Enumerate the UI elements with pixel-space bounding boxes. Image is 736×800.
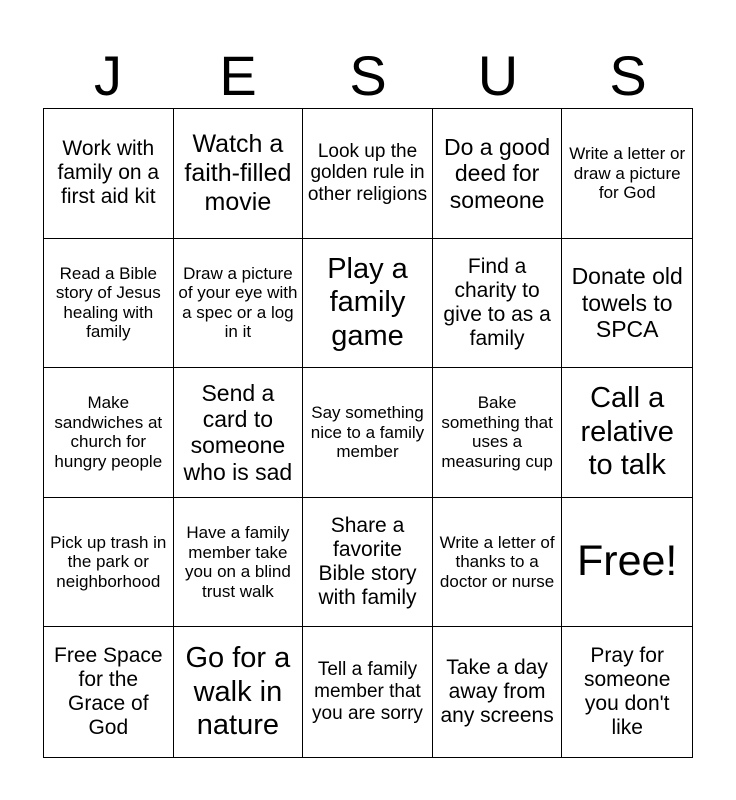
- bingo-cell-r2-c4[interactable]: Find a charity to give to as a family: [433, 239, 563, 369]
- header-letter-s: S: [349, 43, 387, 107]
- bingo-cell-r5-c4[interactable]: Take a day away from any screens: [433, 627, 563, 757]
- bingo-cell-r1-c4[interactable]: Do a good deed for someone: [433, 109, 563, 239]
- bingo-cell-r5-c1[interactable]: Free Space for the Grace of God: [44, 627, 174, 757]
- bingo-cell-r4-c1[interactable]: Pick up trash in the park or neighborhood: [44, 498, 174, 628]
- header-letter-u: U: [477, 43, 519, 107]
- bingo-cell-r1-c5[interactable]: Write a letter or draw a picture for God: [562, 109, 692, 239]
- bingo-cell-r2-c5[interactable]: Donate old towels to SPCA: [562, 239, 692, 369]
- bingo-cell-r1-c2[interactable]: Watch a faith-filled movie: [174, 109, 304, 239]
- bingo-cell-r4-c3[interactable]: Share a favorite Bible story with family: [303, 498, 433, 628]
- bingo-cell-r3-c1[interactable]: Make sandwiches at church for hungry people: [44, 368, 174, 498]
- bingo-cell-r4-c4[interactable]: Write a letter of thanks to a doctor or nurse: [433, 498, 563, 628]
- bingo-cell-r5-c2[interactable]: Go for a walk in nature: [174, 627, 304, 757]
- bingo-cell-free[interactable]: Free!: [562, 498, 692, 628]
- bingo-cell-r2-c3[interactable]: Play a family game: [303, 239, 433, 369]
- header-letter-e: E: [219, 43, 257, 107]
- bingo-cell-r4-c2[interactable]: Have a family member take you on a blind trust walk: [174, 498, 304, 628]
- bingo-cell-r3-c2[interactable]: Send a card to someone who is sad: [174, 368, 304, 498]
- bingo-cell-r5-c3[interactable]: Tell a family member that you are sorry: [303, 627, 433, 757]
- bingo-cell-r3-c5[interactable]: Call a relative to talk: [562, 368, 692, 498]
- header-letter-s-2: S: [609, 43, 647, 107]
- bingo-cell-r3-c4[interactable]: Bake something that uses a measuring cup: [433, 368, 563, 498]
- bingo-header: [43, 42, 693, 108]
- bingo-cell-r5-c5[interactable]: Pray for someone you don't like: [584, 643, 671, 740]
- bingo-cell-r1-c1[interactable]: Work with family on a first aid kit: [44, 109, 174, 239]
- bingo-board: [43, 108, 693, 758]
- bingo-cell-r3-c3[interactable]: Say something nice to a family member: [303, 368, 433, 498]
- bingo-cell-r2-c2[interactable]: Draw a picture of your eye with a spec or a log in it: [174, 239, 304, 369]
- bingo-cell-r1-c3[interactable]: Look up the golden rule in other religions: [303, 109, 433, 239]
- bingo-cell-r2-c1[interactable]: Read a Bible story of Jesus healing with family: [44, 239, 174, 369]
- header-letter-j: J: [94, 43, 122, 107]
